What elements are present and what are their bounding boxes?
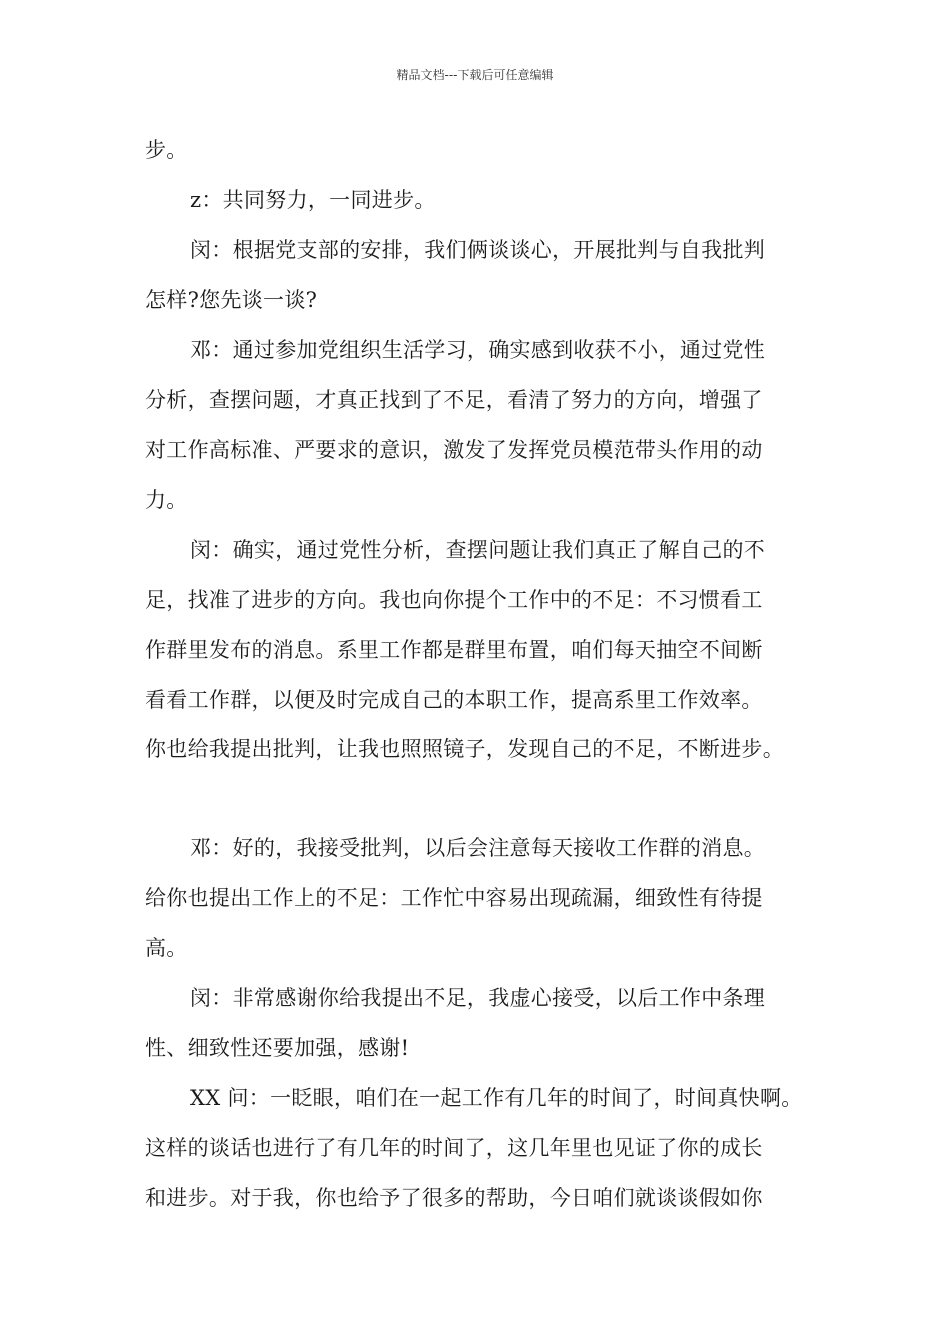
text-line: 性、细致性还要加强，感谢! (145, 1036, 410, 1060)
text-line: 闵：非常感谢你给我提出不足，我虚心接受，以后工作中条理 (190, 986, 766, 1010)
text-line: 足，找准了进步的方向。我也向你提个工作中的不足：不习惯看工 (145, 588, 763, 612)
text-line: 作群里发布的消息。系里工作都是群里布置，咱们每天抽空不间断 (145, 638, 763, 662)
text-line: z：共同努力，一同进步。 (190, 188, 436, 212)
text-line: 这样的谈话也进行了有几年的时间了，这几年里也见证了你的成长 (145, 1136, 763, 1160)
text-line: 怎样?您先谈一谈? (145, 288, 318, 312)
text-line: 闵：根据党支部的安排，我们俩谈谈心，开展批判与自我批判 (190, 238, 766, 262)
text-line: 给你也提出工作上的不足：工作忙中容易出现疏漏，细致性有待提 (145, 886, 763, 910)
text-line: 闵：确实，通过党性分析，查摆问题让我们真正了解自己的不 (190, 538, 766, 562)
text-line: 步。 (145, 138, 188, 162)
text-line: 邓：通过参加党组织生活学习，确实感到收获不小，通过党性 (190, 338, 766, 362)
text-line: 和进步。对于我，你也给予了很多的帮助，今日咱们就谈谈假如你 (145, 1186, 763, 1210)
text-line: 你也给我提出批判，让我也照照镜子，发现自己的不足，不断进步。 (145, 737, 784, 761)
text-line: 力。 (145, 488, 188, 512)
text-line: 看看工作群，以便及时完成自己的本职工作，提高系里工作效率。 (145, 688, 763, 712)
text-line: 邓：好的，我接受批判，以后会注意每天接收工作群的消息。 (190, 836, 766, 860)
text-line: XX 问：一眨眼，咱们在一起工作有几年的时间了，时间真快啊。 (190, 1086, 803, 1110)
text-line: 对工作高标准、严要求的意识，激发了发挥党员模范带头作用的动 (145, 438, 763, 462)
text-line: 分析，查摆问题，才真正找到了不足，看清了努力的方向，增强了 (145, 388, 763, 412)
text-line: 高。 (145, 936, 188, 960)
page-header: 精品文档---下载后可任意编辑 (396, 68, 554, 82)
